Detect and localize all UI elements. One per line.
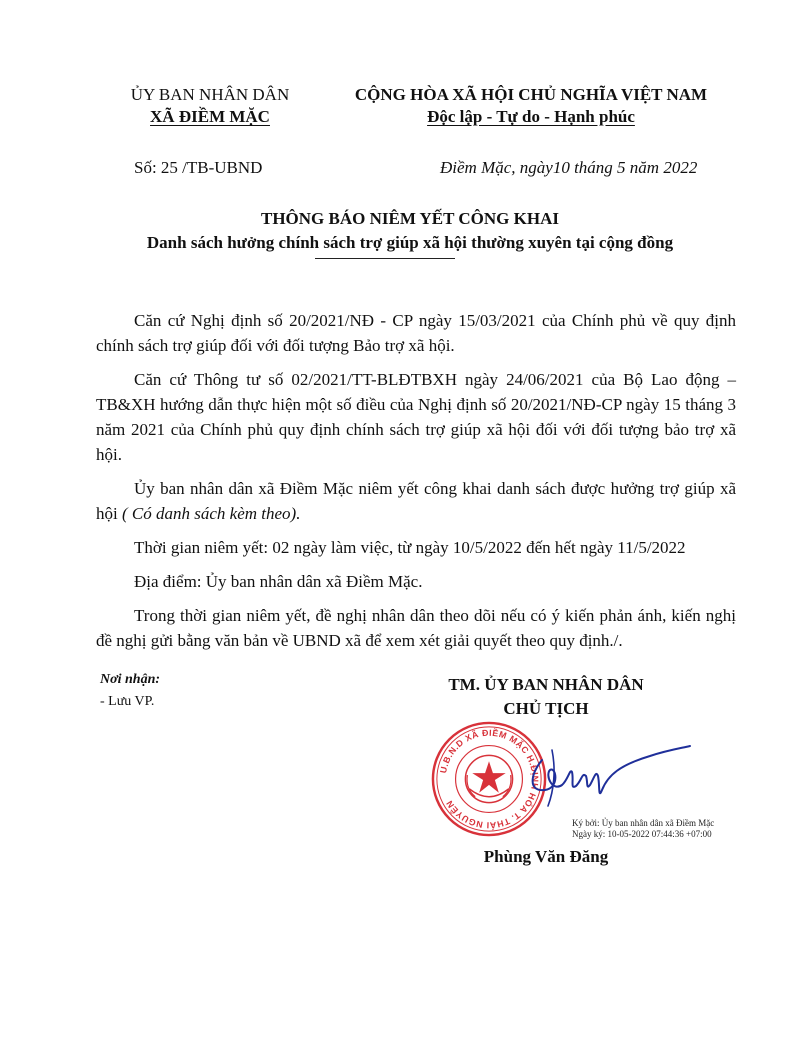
body-paragraph-1: Căn cứ Nghị định số 20/2021/NĐ - CP ngày 15/03/2021 của Chính phủ về quy định chính sách trợ giúp đối với đối tượng Bảo trợ xã hội. (96, 311, 736, 355)
body-paragraph-3-text: Ủy ban nhân dân xã Điềm Mặc niêm yết công khai danh sách được hưởng trợ giúp xã hội (96, 479, 736, 523)
body-paragraph-2: Căn cứ Thông tư số 02/2021/TT-BLĐTBXH ngày 24/06/2021 của Bộ Lao động – TB&XH hướng dẫn thực hiện một số điều của Nghị định số 20/2021/NĐ-CP ngày 15 tháng 3 năm 2021 của Chính phủ quy định chính sách trợ giúp xã hội đối với đối tượng bảo trợ xã hội. (96, 370, 736, 464)
title-sub: Danh sách hưởng chính sách trợ giúp xã hội thường xuyên tại cộng đồng (146, 233, 674, 252)
signer-position: CHỦ TỊCH (503, 699, 589, 718)
body-paragraph-3 (96, 476, 736, 526)
handwritten-signature (490, 730, 700, 810)
body-paragraph-6: Trong thời gian niêm yết, đề nghị nhân dân theo dõi nếu có ý kiến phản ánh, kiến nghị đề nghị gửi bằng văn bản về UBND xã để xem xét giải quyết theo quy định./. (96, 606, 736, 650)
issuer-header (100, 84, 320, 128)
svg-text:U.B.N.D XÃ ĐIỀM MẶC H.ĐỊNH HÓA: U.B.N.D XÃ ĐIỀM MẶC H.ĐỊNH HÓA T. THÁI NGUYÊN (438, 727, 541, 831)
agency-name: ỦY BAN NHÂN DÂN (130, 85, 290, 104)
recipients-block (100, 669, 160, 713)
document-body (96, 308, 736, 662)
document-number: Số: 25 /TB-UBND (134, 158, 263, 177)
body-paragraph-4: Thời gian niêm yết: 02 ngày làm việc, từ ngày 10/5/2022 đến hết ngày 11/5/2022 (134, 538, 686, 557)
on-behalf-label: TM. ỦY BAN NHÂN DÂN (448, 675, 644, 694)
national-motto: Độc lập - Tự do - Hạnh phúc (427, 107, 635, 126)
document-title (60, 207, 760, 255)
national-header (326, 84, 736, 128)
commune-name: XÃ ĐIỀM MẶC (150, 107, 270, 126)
digital-signature-info (572, 818, 714, 840)
attachment-note: ( Có danh sách kèm theo). (121, 504, 301, 523)
nation-name: CỘNG HÒA XÃ HỘI CHỦ NGHĨA VIỆT NAM (354, 85, 708, 104)
place-date: Điềm Mặc, ngày10 tháng 5 năm 2022 (440, 158, 698, 177)
title-main: THÔNG BÁO NIÊM YẾT CÔNG KHAI (260, 209, 559, 228)
signer-name: Phùng Văn Đăng (483, 847, 609, 866)
digital-signed-at: Ngày ký: 10-05-2022 07:44:36 +07:00 (572, 829, 712, 839)
recipient-item: - Lưu VP. (100, 694, 155, 709)
recipients-label: Nơi nhận: (100, 672, 161, 687)
digital-signed-by: Ký bởi: Ủy ban nhân dân xã Điềm Mặc (572, 818, 715, 828)
title-divider (315, 258, 455, 259)
signature-title-block (416, 673, 676, 721)
body-paragraph-5: Địa điểm: Ủy ban nhân dân xã Điềm Mặc. (134, 572, 423, 591)
